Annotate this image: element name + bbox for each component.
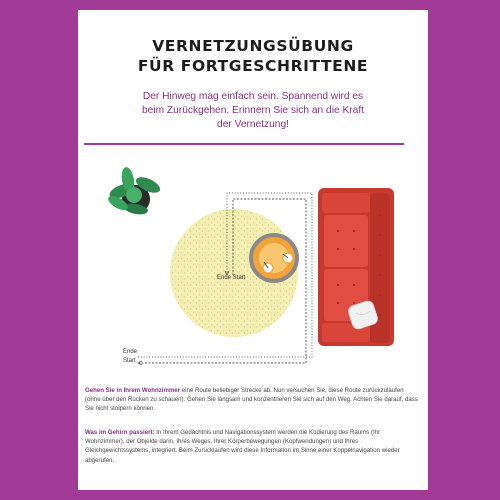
brain-lead: Was im Gehirn passiert: bbox=[85, 429, 155, 436]
book-page bbox=[78, 10, 428, 490]
plant-icon bbox=[106, 166, 162, 216]
page-subtitle: Der Hinweg mag einfach sein. Spannend wird es beim Zurückgehen. Erinnern Sie sich an die Kraft der Vernetzung! bbox=[142, 91, 364, 130]
brain-paragraph bbox=[85, 428, 419, 465]
label-ende: Ende bbox=[123, 349, 138, 355]
label-ende-start: Ende Start bbox=[217, 275, 246, 281]
instruction-text: eine Route beliebiger Strecke ab. Nun versuchen Sie, diese Route zurückzulaufen (ohne über den Rücken zu schauen). Gehen Sie langsam und konzentrieren Sie sich auf den Weg. Achten Sie darauf, dass Sie nicht stolpern können. bbox=[85, 387, 418, 413]
page-title-line-1: VERNETZUNGSÜBUNG bbox=[152, 37, 354, 55]
brain-text: In Ihrem Gedächtnis und Navigationssystem werden die Kodierung des Raums (Ihr Wohnzimmer), der Objekte darin, Ihres Weges, Ihrer Körperbewegungen (Kopfwendungen) und Ihres Gleichgewichtssystems, integriert. Beim Zurücklaufen wird diese Information im Sinne einer Koppelnavigation wieder abgerufen. bbox=[85, 429, 400, 464]
label-start: Start bbox=[123, 358, 136, 364]
room-illustration bbox=[78, 155, 428, 380]
page-title-line-2: FÜR FORTGESCHRITTENE bbox=[137, 57, 369, 75]
section-divider bbox=[84, 143, 404, 145]
instruction-lead: Gehen Sie in Ihrem Wohnzimmer bbox=[85, 387, 181, 394]
table-icon bbox=[249, 233, 299, 283]
instruction-paragraph bbox=[85, 386, 419, 414]
